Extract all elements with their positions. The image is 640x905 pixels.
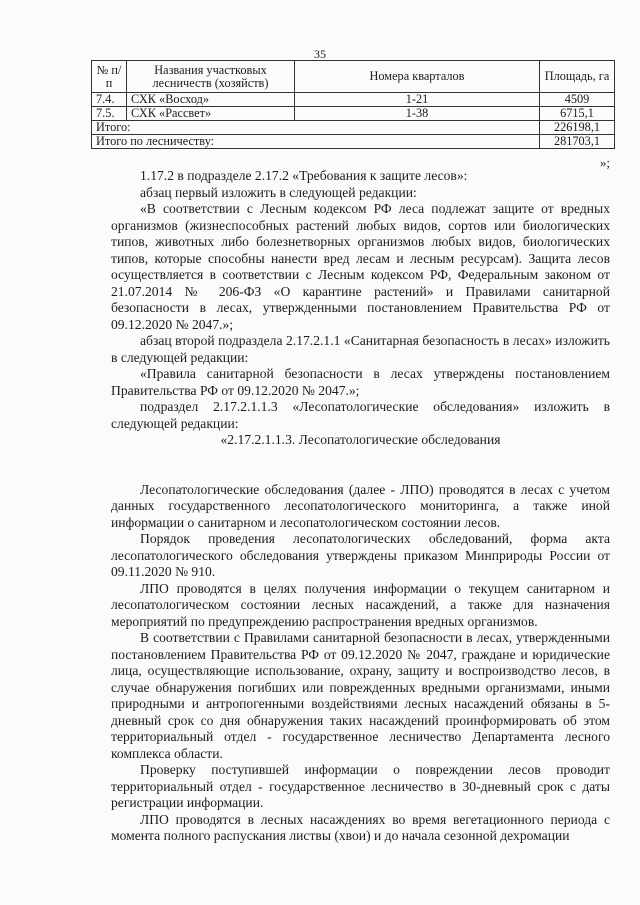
paragraph: «В соответствии с Лесным кодексом РФ леса подлежат защите от вредных организмов (жизнеспособных растений любых видов, сортов или биологических типов, животных либо болезнетворных организмов любых видов, биологических типов, которые способны нанести вред лесам и лесным ресурсам). Защита лесов осуществляется в соответствии с Лесным кодексом РФ, Федеральным законом от 21.07.2014 № 206-ФЗ «О карантине растений» и Правилами санитарной безопасности в лесах, утвержденными постановлением Правительства РФ от 09.12.2020 № 2047.»; [111,201,610,332]
row-area: 6715,1 [540,107,615,121]
paragraph: абзац второй подраздела 2.17.2.1.1 «Санитарная безопасность в лесах» изложить в следующей редакции: [111,333,610,365]
paragraph: Лесопатологические обследования (далее - ЛПО) проводятся в лесах с учетом данных государственного лесопатологического мониторинга, а также иной информации о санитарном и лесопатологическом состоянии лесов. [111,481,610,530]
paragraph: ЛПО проводятся в лесных насаждениях во время вегетационного периода с момента полного распускания листвы (хвои) и до начала сезонной дехромации [111,811,610,843]
header-number: № п/п [92,61,127,93]
district-total-value: 281703,1 [540,135,615,149]
table-header-row [92,61,615,93]
row-number: 7.5. [92,107,127,121]
total-label: Итого: [92,121,540,135]
header-quarters: Номера кварталов [295,61,540,93]
paragraph: В соответствии с Правилами санитарной безопасности в лесах, утвержденными постановлением Правительства РФ от 09.12.2020 № 2047, граждане и юридические лица, осуществляющие использование, охрану, защиту и воспроизводство лесов, в случае обнаружения погибших или поврежденных вредными организмами, иными природными и антропогенными воздействиями лесных насаждений обязаны в 5-дневный срок со дня обнаружения таких насаждений проинформировать об этом территориальный отдел - государственное лесничество Департамента лесного комплекса области. [111,630,610,761]
row-quarters: 1-21 [295,93,540,107]
forest-districts-table [91,60,615,149]
header-area: Площадь, га [540,61,615,93]
district-total-label: Итого по лесничеству: [92,135,540,149]
row-district-name: СХК «Рассвет» [127,107,295,121]
paragraph: ЛПО проводятся в целях получения информации о текущем санитарном и лесопатологическом состоянии лесных насаждений, а также для назначения мероприятий по предупреждению распространения вредных организмов. [111,580,610,629]
table-total-row [92,135,615,149]
paragraph: Проверку поступившей информации о повреждении лесов проводит территориальный отдел - государственное лесничество в 30-дневный срок с даты регистрации информации. [111,762,610,810]
paragraph: абзац первый изложить в следующей редакции: [140,184,417,200]
page-number: 35 [314,47,326,61]
row-quarters: 1-38 [295,107,540,121]
amendment-text [111,168,610,845]
paragraph: Порядок проведения лесопатологических обследований, форма акта лесопатологического обследования утверждены приказом Минприроды России от 09.11.2020 № 910. [111,531,610,579]
paragraph: «Правила санитарной безопасности в лесах утверждены постановлением Правительства РФ от 09.12.2020 № 2047.»; [111,366,610,398]
row-district-name: СХК «Восход» [127,93,295,107]
table-row [92,93,615,107]
section-heading: «2.17.2.1.1.3. Лесопатологические обследования [220,432,501,447]
table-total-row [92,121,615,135]
closing-quote: »; [599,155,610,170]
row-area: 4509 [540,93,615,107]
paragraph: 1.17.2 в подразделе 2.17.2 «Требования к защите лесов»: [140,168,468,183]
paragraph: подраздел 2.17.2.1.1.3 «Лесопатологические обследования» изложить в следующей редакции: [111,399,610,431]
header-district-name: Названия участковых лесничеств (хозяйств) [127,61,295,93]
row-number: 7.4. [92,93,127,107]
total-value: 226198,1 [540,121,615,135]
table-row [92,107,615,121]
